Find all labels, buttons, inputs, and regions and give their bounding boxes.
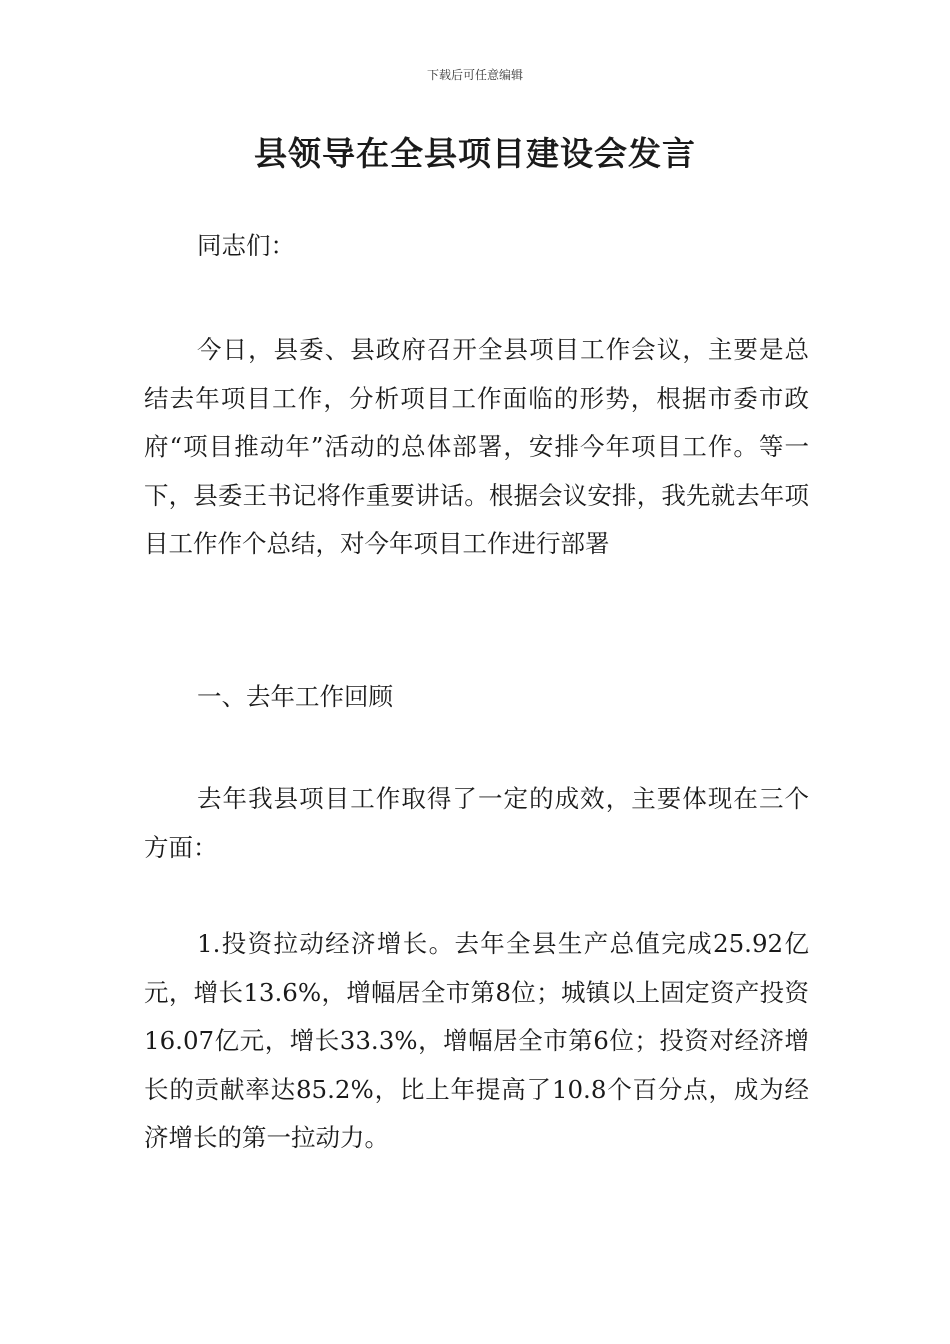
document-title: 县领导在全县项目建设会发言 <box>254 134 696 173</box>
section-heading: 一、去年工作回顾 <box>197 682 393 711</box>
point-1-paragraph: 1.投资拉动经济增长。去年全县生产总值完成25.92亿元，增长13.6%，增幅居全市第8位；城镇以上固定资产投资16.07亿元，增长33.3%，增幅居全市第6位；投资对经济增长的贡献率达85.2%，比上年提高了10.8个百分点，成为经济增长的第一拉动力。 <box>144 929 809 1152</box>
header-note: 下载后可任意编辑 <box>426 68 523 82</box>
intro-paragraph: 今日，县委、县政府召开全县项目工作会议，主要是总结去年项目工作，分析项目工作面临的形势，根据市委市政府“项目推动年”活动的总体部署，安排今年项目工作。等一下，县委王书记将作重要讲话。根据会议安排，我先就去年项目工作作个总结，对今年项目工作进行部署 <box>144 335 809 558</box>
review-intro-paragraph: 去年我县项目工作取得了一定的成效，主要体现在三个方面： <box>144 784 809 862</box>
salutation-paragraph: 同志们： <box>197 231 295 260</box>
